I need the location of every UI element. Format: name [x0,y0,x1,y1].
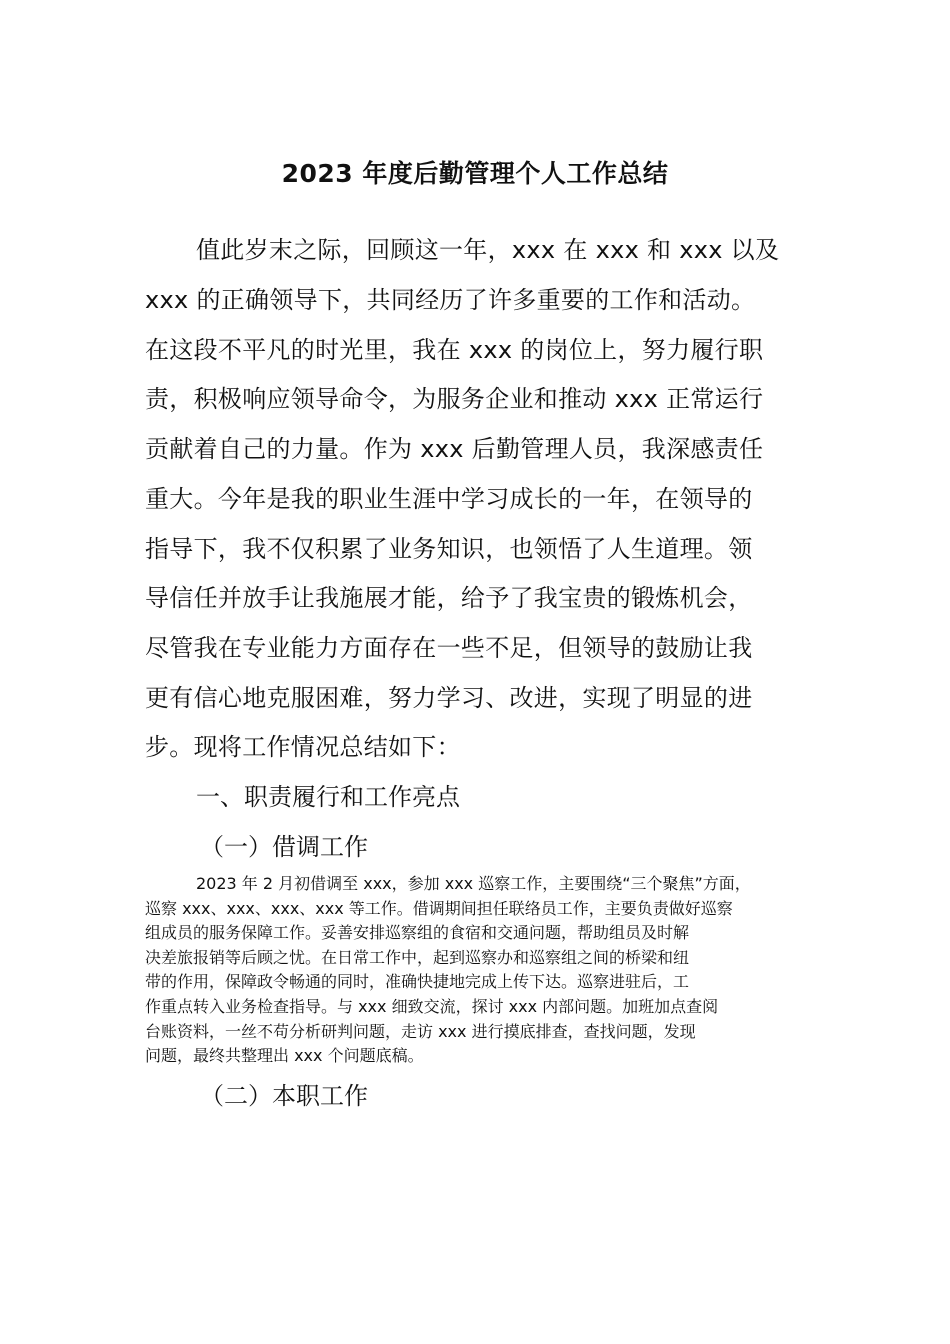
intro-line: 尽管我在专业能力方面存在一些不足，但领导的鼓励让我 [145,634,753,662]
intro-line: 更有信心地克服困难，努力学习、改进，实现了明显的进 [145,684,753,712]
intro-line: 重大。今年是我的职业生涯中学习成长的一年，在领导的 [145,485,753,513]
paragraph-line: 2023 年 2 月初借调至 xxx，参加 xxx 巡察工作，主要围绕“三个聚焦”方面， [196,874,751,893]
intro-line: 责，积极响应领导命令，为服务企业和推动 xxx 正常运行 [145,385,764,413]
secondment-paragraph [145,872,815,1069]
paragraph-line: 带的作用，保障政令畅通的同时，准确快捷地完成上传下达。巡察进驻后，工 [145,972,690,992]
intro-line: 在这段不平凡的时光里，我在 xxx 的岗位上，努力履行职 [145,336,764,364]
paragraph-line: 问题，最终共整理出 xxx 个问题底稿。 [145,1046,424,1066]
paragraph-line: 决差旅报销等后顾之忧。在日常工作中，起到巡察办和巡察组之间的桥梁和纽 [145,947,690,967]
subsection-heading: （二）本职工作 [200,1082,368,1110]
intro-line: 导信任并放手让我施展才能，给予了我宝贵的锻炼机会， [145,584,753,612]
document-title: 2023 年度后勤管理个人工作总结 [281,159,669,188]
intro-line: 值此岁末之际，回顾这一年，xxx 在 xxx 和 xxx 以及 [196,236,780,264]
intro-line: 指导下，我不仅积累了业务知识，也领悟了人生道理。领 [145,535,753,563]
intro-line: 贡献着自己的力量。作为 xxx 后勤管理人员，我深感责任 [145,435,764,463]
intro-line: xxx 的正确领导下，共同经历了许多重要的工作和活动。 [145,286,756,314]
paragraph-line: 作重点转入业务检查指导。与 xxx 细致交流，探讨 xxx 内部问题。加班加点查阅 [145,996,719,1016]
subsection-heading: （一）借调工作 [200,833,368,861]
paragraph-line: 台账资料，一丝不苟分析研判问题，走访 xxx 进行摸底排查，查找问题，发现 [145,1021,696,1041]
paragraph-line: 巡察 xxx、xxx、xxx、xxx 等工作。借调期间担任联络员工作，主要负责做好巡察 [145,898,733,918]
intro-line: 步。现将工作情况总结如下： [145,733,461,761]
section-heading: 一、职责履行和工作亮点 [196,783,460,811]
paragraph-line: 组成员的服务保障工作。妥善安排巡察组的食宿和交通问题，帮助组员及时解 [145,923,690,943]
